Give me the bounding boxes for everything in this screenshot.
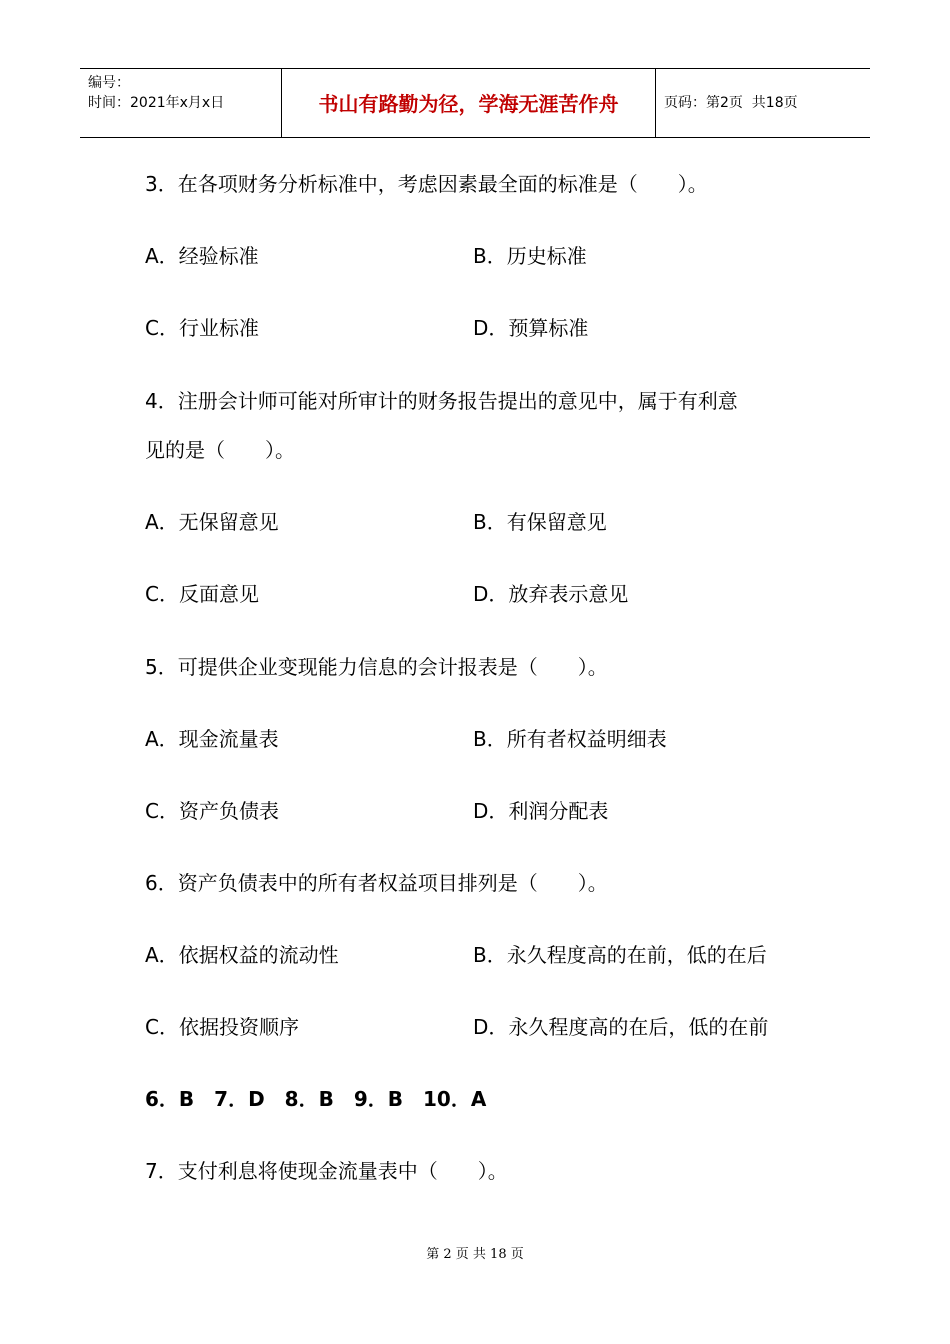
option-c: C．依据投资顺序 (145, 1015, 299, 1039)
question-stem: 6．资产负债表中的所有者权益项目排列是（ ）。 (145, 871, 608, 895)
option-d: D．利润分配表 (473, 799, 609, 823)
question-stem: 3．在各项财务分析标准中，考虑因素最全面的标准是（ ）。 (145, 172, 708, 196)
option-d: D．放弃表示意见 (473, 582, 629, 606)
question-stem: 5．可提供企业变现能力信息的会计报表是（ ）。 (145, 655, 608, 679)
serial-label: 编号： (88, 75, 130, 91)
option-c: C．资产负债表 (145, 799, 279, 823)
header-divider (655, 69, 656, 137)
header-page-info: 页码：第2页 共18页 (664, 95, 798, 111)
option-b: B．有保留意见 (473, 510, 607, 534)
question-stem: 4．注册会计师可能对所审计的财务报告提出的意见中，属于有利意 (145, 389, 738, 413)
option-d: D．永久程度高的在后，低的在前 (473, 1015, 769, 1039)
page-footer: 第 2 页 共 18 页 (426, 1247, 524, 1262)
header-motto: 书山有路勤为径，学海无涯苦作舟 (318, 92, 619, 116)
option-c: C．反面意见 (145, 582, 259, 606)
option-b: B．历史标准 (473, 244, 587, 268)
question-stem: 7．支付利息将使现金流量表中（ ）。 (145, 1159, 508, 1183)
time-label: 时间：2021年x月x日 (88, 95, 225, 111)
option-d: D．预算标准 (473, 316, 589, 340)
option-a: A．依据权益的流动性 (145, 943, 339, 967)
header-meta (88, 73, 278, 113)
page-header (80, 68, 870, 138)
option-b: B．所有者权益明细表 (473, 727, 667, 751)
option-c: C．行业标准 (145, 316, 259, 340)
answer-key: 6．B 7．D 8．B 9．B 10．A (145, 1087, 487, 1111)
option-b: B．永久程度高的在前，低的在后 (473, 943, 767, 967)
question-stem-continued: 见的是（ ）。 (145, 438, 295, 462)
option-a: A．现金流量表 (145, 727, 279, 751)
option-a: A．经验标准 (145, 244, 259, 268)
option-a: A．无保留意见 (145, 510, 279, 534)
